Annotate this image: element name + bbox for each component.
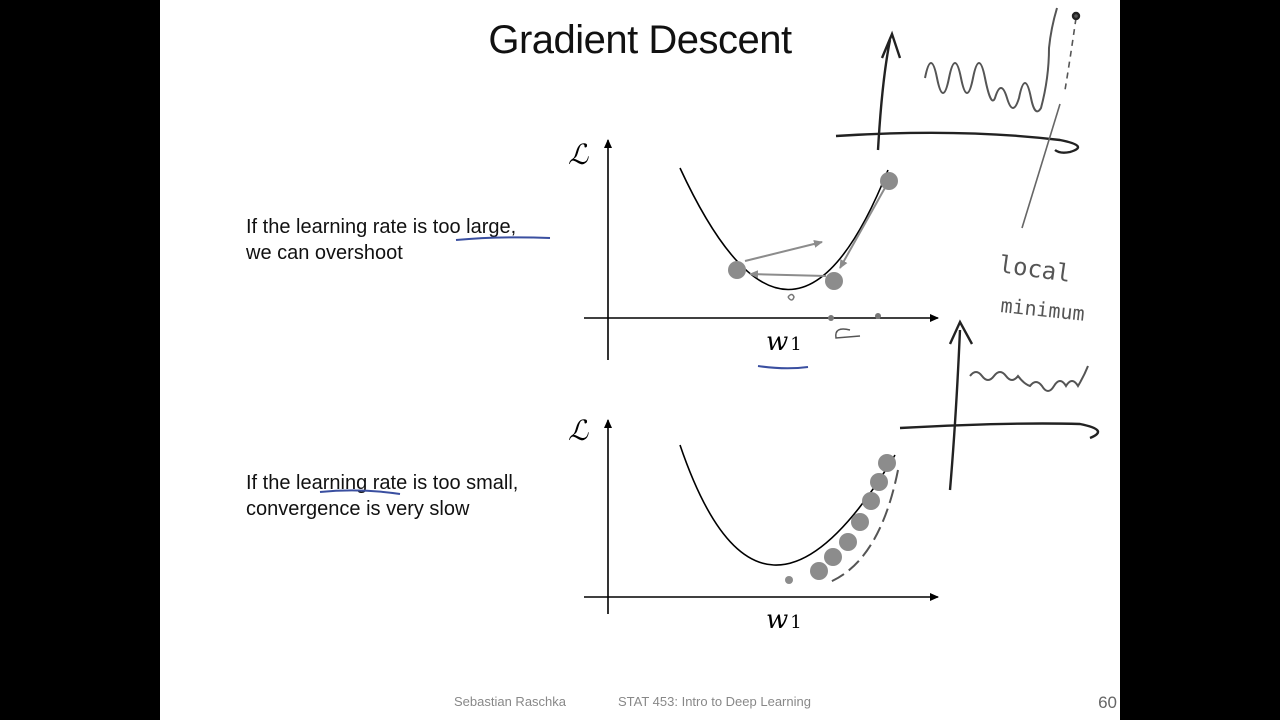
hand-axis-right-top: [836, 133, 1078, 153]
text-large-line1: If the learning rate is too large,: [246, 216, 517, 238]
footer-course: STAT 453: Intro to Deep Learning: [618, 694, 811, 709]
slide-title: Gradient Descent: [488, 18, 792, 62]
text-large-line2: we can overshoot: [246, 242, 403, 264]
annotation-local: local: [997, 250, 1073, 288]
top-plot: [456, 138, 938, 368]
bottom-loss-curve: [680, 445, 895, 565]
top-x-label: w 1: [766, 327, 802, 357]
hand-squiggle-bottom: [970, 366, 1088, 391]
bottom-point: [824, 548, 842, 566]
slide: [160, 0, 1120, 720]
text-small-line2: convergence is very slow: [246, 498, 470, 520]
bottom-point: [839, 533, 857, 551]
top-loss-curve: [680, 168, 888, 290]
hand-dashed-descent: [1065, 18, 1076, 90]
page-number: 60: [1098, 693, 1117, 712]
top-point: [825, 272, 843, 290]
footer-author: Sebastian Raschka: [454, 694, 567, 709]
top-point: [728, 261, 746, 279]
bottom-plot: [320, 414, 938, 635]
underline-learning: [320, 490, 400, 494]
hand-pointer-line: [1022, 104, 1060, 228]
scribble-dot: [875, 313, 881, 319]
underline-w1: [758, 366, 808, 368]
scribble-mark: [788, 295, 794, 301]
underline-large: [456, 237, 550, 240]
top-step-arrow-3: [745, 242, 822, 261]
bottom-point: [851, 513, 869, 531]
bottom-point: [878, 454, 896, 472]
bottom-point: [870, 473, 888, 491]
diagram-canvas: [160, 0, 1120, 720]
hand-axis-right-bottom: [900, 424, 1098, 439]
hand-squiggle-top: [925, 8, 1057, 111]
bottom-point: [785, 576, 793, 584]
handwritten-loss-landscape: [836, 8, 1098, 490]
bottom-point: [862, 492, 880, 510]
top-step-arrow-1: [840, 186, 886, 268]
bottom-x-label: w 1: [766, 605, 802, 635]
scribble-dot: [828, 315, 834, 321]
top-point: [880, 172, 898, 190]
scribble-near-axis: [836, 329, 860, 338]
bottom-y-label: ℒ: [568, 414, 589, 447]
bottom-point: [810, 562, 828, 580]
top-y-label: ℒ: [568, 138, 589, 171]
annotation-minimum: minimum: [999, 293, 1086, 326]
handwritten-annotation: [997, 250, 1086, 326]
top-step-arrow-2: [750, 274, 826, 276]
text-small-line1: If the learning rate is too small,: [246, 472, 519, 494]
hand-axis-up-bottom: [950, 322, 972, 490]
hand-dot: [1073, 13, 1079, 19]
